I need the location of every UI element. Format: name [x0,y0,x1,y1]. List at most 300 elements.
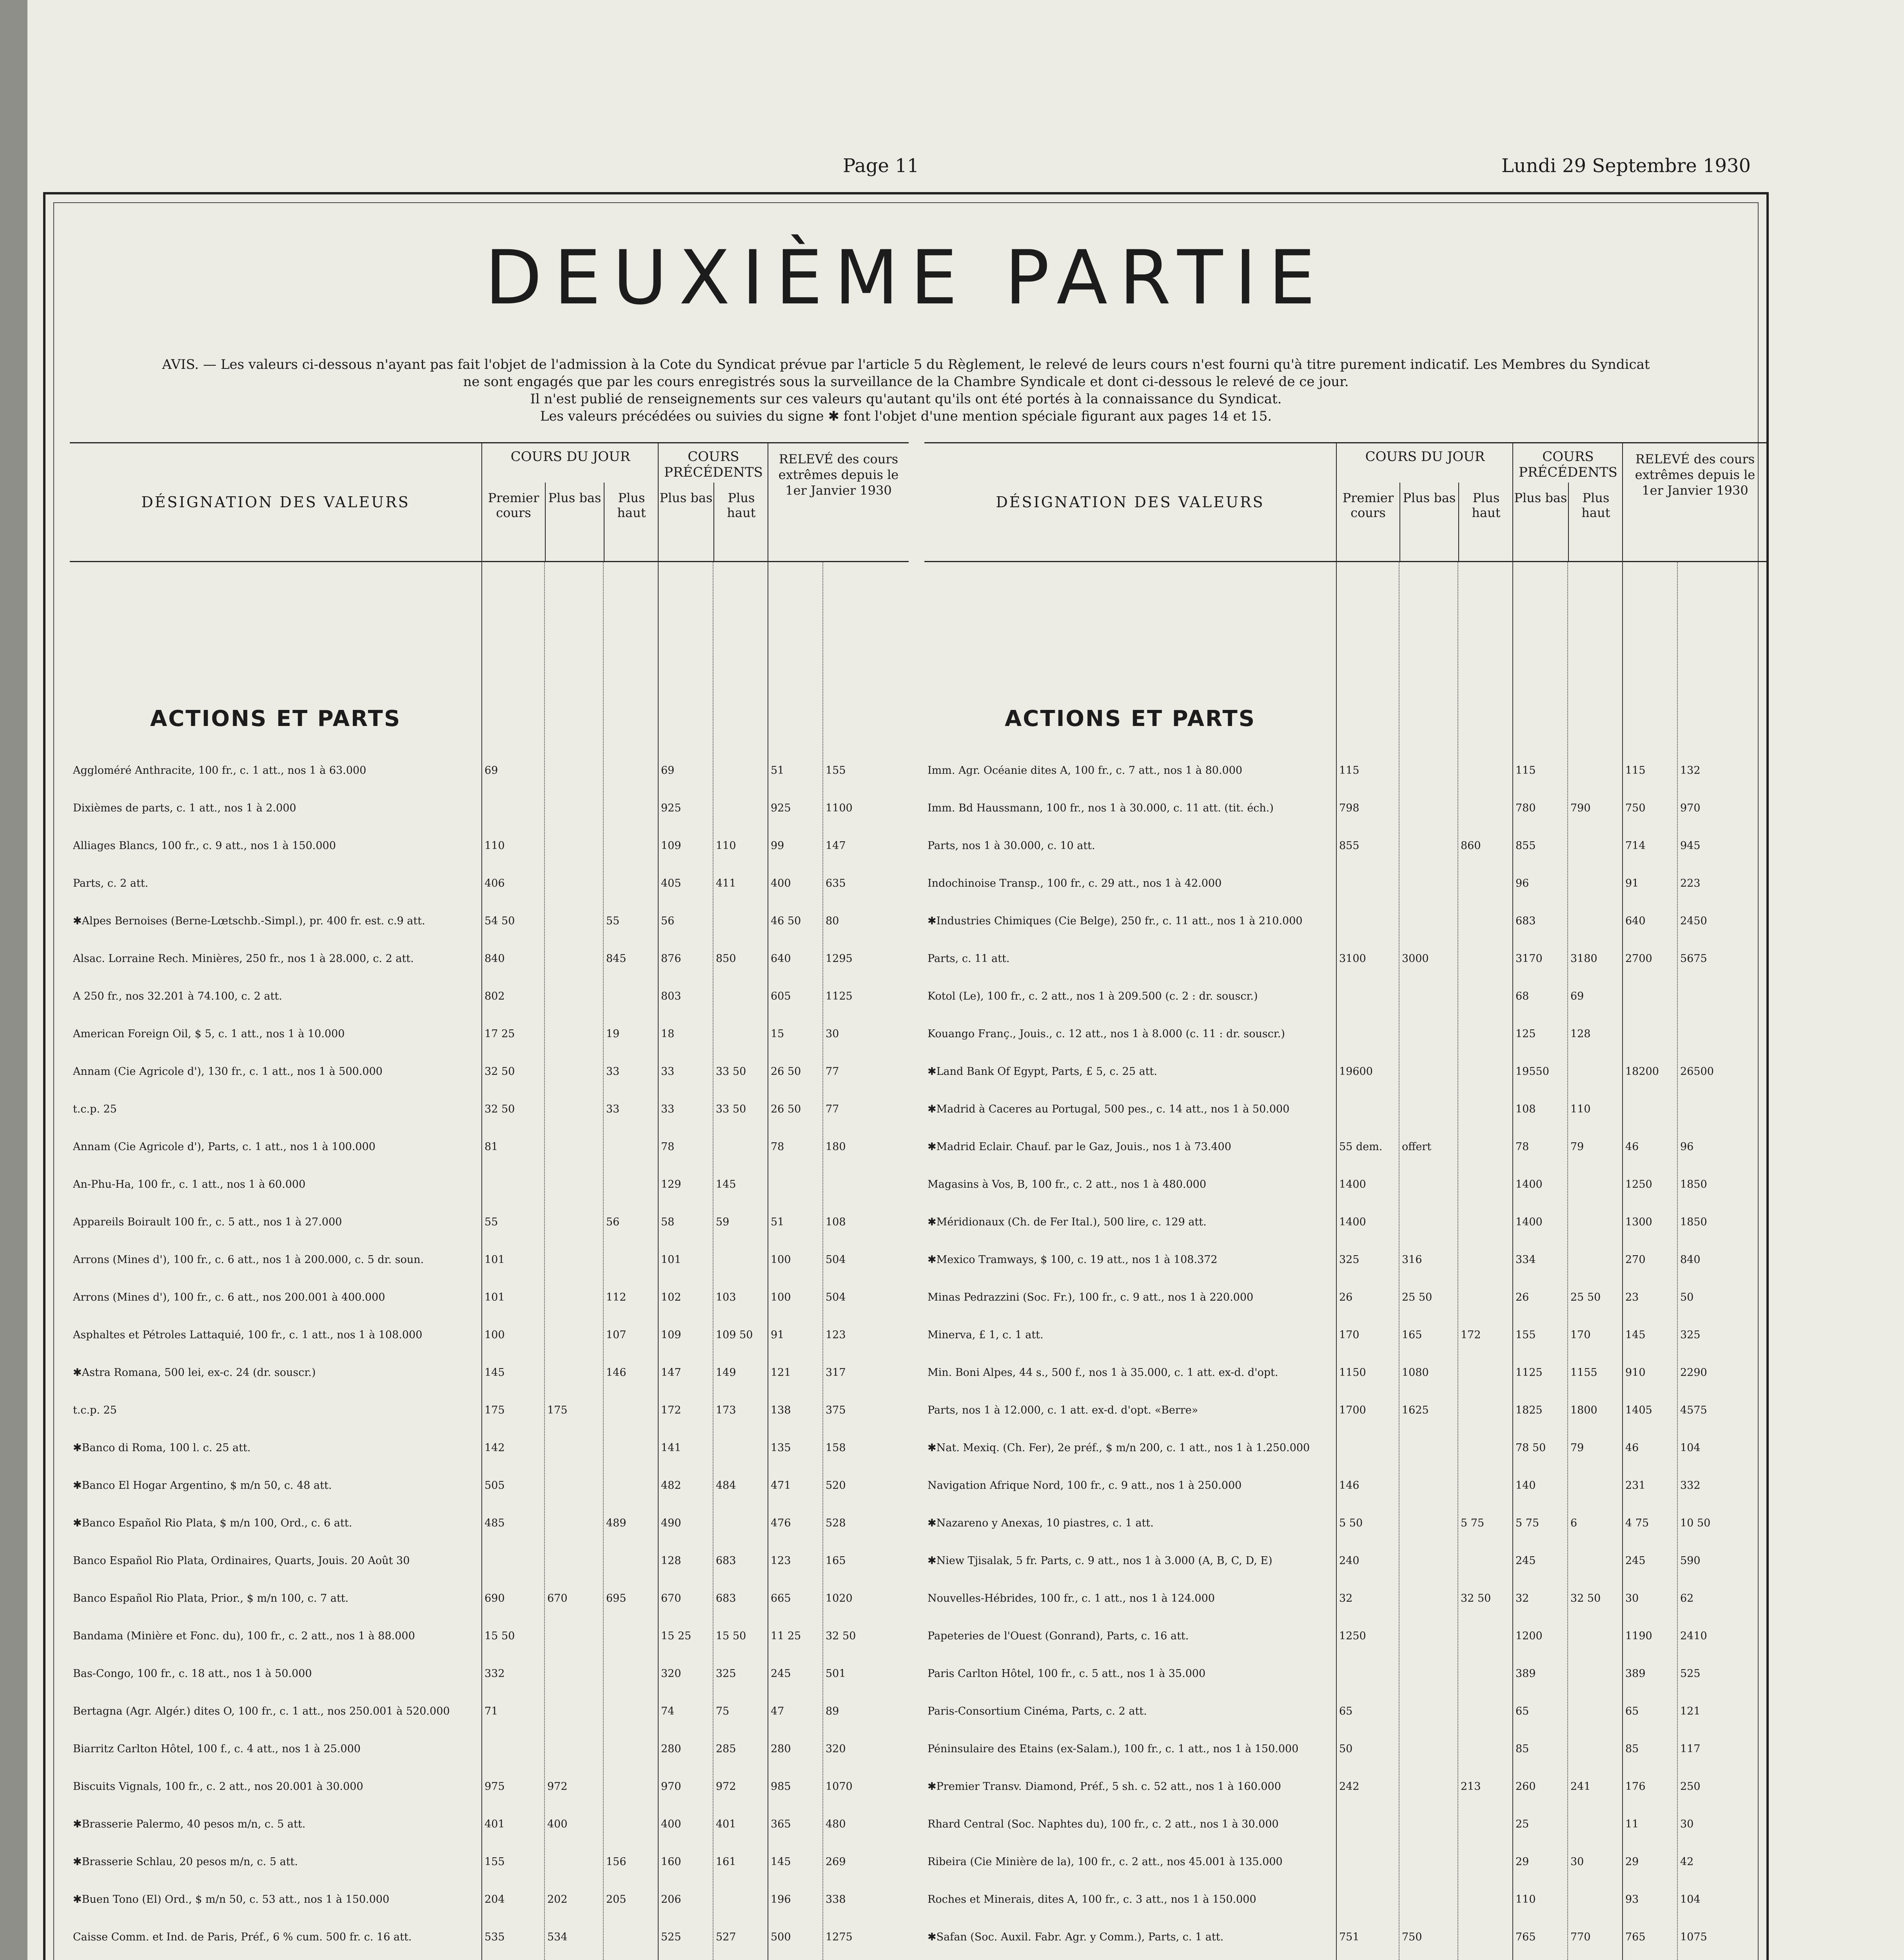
price-cell: 74 [661,1706,675,1717]
table-header [924,442,1767,562]
price-cell: 109 50 [716,1329,753,1341]
section-title: ACTIONS ET PARTS [1004,706,1256,731]
price-cell: 242 [1339,1781,1359,1793]
price-cell: 115 [1625,765,1646,777]
price-cell: 1155 [1570,1367,1597,1379]
issue-date: Lundi 29 Septembre 1930 [1501,155,1751,177]
price-cell: 101 [485,1292,505,1303]
security-name: ✱Banco di Roma, 100 l. c. 25 att. [73,1442,251,1454]
prev-plus-bas-header: Plus bas [1514,490,1567,505]
price-cell: 110 [485,840,505,852]
price-cell: 535 [485,1931,505,1943]
price-cell: 241 [1570,1781,1591,1793]
price-cell: 142 [485,1442,505,1454]
price-cell: 1250 [1625,1179,1652,1191]
page-number: Page 11 [843,155,919,177]
security-name: Roches et Minerais, dites A, 100 fr., c. 3 att., nos 1 à 150.000 [927,1894,1256,1906]
designation-header: DÉSIGNATION DES VALEURS [996,494,1265,511]
security-name: ✱Madrid à Caceres au Portugal, 500 pes., c. 14 att., nos 1 à 50.000 [927,1103,1290,1115]
security-name: ✱Premier Transv. Diamond, Préf., 5 sh. c. 52 att., nos 1 à 160.000 [927,1781,1281,1793]
price-cell: 204 [485,1894,505,1906]
security-name: ✱Alpes Bernoises (Berne-Lœtschb.-Simpl.), pr. 400 fr. est. c.9 att. [73,915,425,927]
price-cell: 138 [771,1405,791,1416]
security-name: Ribeira (Cie Minière de la), 100 fr., c. 2 att., nos 45.001 à 135.000 [927,1856,1283,1868]
price-cell: 135 [771,1442,791,1454]
security-name: Navigation Afrique Nord, 100 fr., c. 9 att., nos 1 à 250.000 [927,1480,1242,1492]
table-row [70,1216,909,1254]
security-name: Dixièmes de parts, c. 1 att., nos 1 à 2.000 [73,802,296,814]
price-cell: 925 [771,802,791,814]
security-name: ✱Méridionaux (Ch. de Fer Ital.), 500 lire, c. 129 att. [927,1216,1207,1228]
price-cell: 401 [716,1818,736,1830]
price-cell: 33 [661,1066,675,1078]
price-cell: 750 [1625,802,1646,814]
table-row [70,802,909,840]
security-name: ✱Land Bank Of Egypt, Parts, £ 5, c. 25 att. [927,1066,1157,1078]
price-cell: 23 [1625,1292,1639,1303]
price-cell: 26 50 [771,1103,801,1115]
price-cell: 1020 [826,1593,853,1604]
price-cell: 79 [1570,1141,1584,1153]
price-cell: 525 [1680,1668,1701,1680]
table-row [924,802,1767,840]
price-cell: 1400 [1339,1216,1366,1228]
price-cell: 46 50 [771,915,801,927]
table-body [924,561,1767,1960]
notice-line: AVIS. — Les valeurs ci-dessous n'ayant pas fait l'objet de l'admission à la Cote du Syndicat prévue par l'article 5 du Règlement, le relevé de leurs cours n'est fourni qu'à titre purement indicatif. Les Membres du Syndicat [162,357,1650,372]
cours-du-jour-label: COURS DU JOUR [510,449,630,465]
price-cell: 30 [1625,1593,1639,1604]
security-name: ✱Nat. Mexiq. (Ch. Fer), 2e préf., $ m/n 200, c. 1 att., nos 1 à 1.250.000 [927,1442,1310,1454]
price-cell: 670 [547,1593,568,1604]
price-cell: 109 [661,840,681,852]
price-cell: 25 50 [1570,1292,1601,1303]
price-cell: 69 [661,765,675,777]
price-cell: 58 [661,1216,675,1228]
price-cell: 33 [661,1103,675,1115]
price-cell: 1080 [1402,1367,1429,1379]
price-cell: 115 [1339,765,1359,777]
price-cell: 145 [1625,1329,1646,1341]
price-cell: 141 [661,1442,681,1454]
security-name: ✱Brasserie Schlau, 20 pesos m/n, c. 5 att. [73,1856,298,1868]
price-cell: 325 [716,1668,736,1680]
price-cell: 69 [1570,991,1584,1002]
price-cell: 26 [1339,1292,1353,1303]
security-name: Caisse Comm. et Ind. de Paris, Préf., 6 % cum. 500 fr. c. 16 att. [73,1931,412,1943]
price-cell: 89 [826,1706,839,1717]
table-row [924,840,1767,878]
plus-bas-header: Plus bas [1399,483,1458,561]
price-cell: 32 50 [485,1066,515,1078]
price-cell: offert [1402,1141,1432,1153]
security-name: ✱Astra Romana, 500 lei, ex-c. 24 (dr. souscr.) [73,1367,316,1379]
price-cell: 5675 [1680,953,1707,965]
price-cell: 635 [826,878,846,889]
price-cell: 320 [826,1743,846,1755]
price-cell: 59 [716,1216,730,1228]
security-name: t.c.p. 25 [73,1405,117,1416]
table-row [70,1818,909,1856]
table-row [70,1066,909,1103]
price-cell: 1700 [1339,1405,1366,1416]
table-row [924,1179,1767,1216]
price-cell: 4575 [1680,1405,1707,1416]
price-cell: 165 [826,1555,846,1567]
rows [924,765,1767,1960]
price-cell: 99 [771,840,784,852]
price-cell: 670 [661,1593,681,1604]
security-name: ✱Brasserie Palermo, 40 pesos m/n, c. 5 att. [73,1818,306,1830]
price-cell: 15 50 [485,1630,515,1642]
price-cell: 108 [1516,1103,1536,1115]
security-name: Bandama (Minière et Fonc. du), 100 fr., c. 2 att., nos 1 à 88.000 [73,1630,415,1642]
price-cell: 1275 [826,1931,853,1943]
table-row [70,878,909,915]
price-cell: 54 50 [485,915,515,927]
price-cell: 1250 [1339,1630,1366,1642]
security-name: Paris-Consortium Cinéma, Parts, c. 2 att. [927,1706,1147,1717]
cours-precedents-header [658,443,768,561]
price-cell: 170 [1339,1329,1359,1341]
price-cell: 605 [771,991,791,1002]
price-cell: 482 [661,1480,681,1492]
price-cell: 18 [661,1028,675,1040]
price-cell: 525 [661,1931,681,1943]
price-cell: 145 [771,1856,791,1868]
security-name: t.c.p. 25 [73,1103,117,1115]
price-cell: 400 [547,1818,568,1830]
price-cell: 245 [1625,1555,1646,1567]
price-cell: 803 [661,991,681,1002]
price-cell: 1125 [826,991,853,1002]
security-name: Papeteries de l'Ouest (Gonrand), Parts, c. 16 att. [927,1630,1189,1642]
price-cell: 1625 [1402,1405,1429,1416]
price-cell: 18200 [1625,1066,1659,1078]
price-cell: 202 [547,1894,568,1906]
price-cell: 970 [661,1781,681,1793]
price-cell: 505 [485,1480,505,1492]
price-cell: 690 [485,1593,505,1604]
price-cell: 3000 [1402,953,1429,965]
price-cell: 770 [1570,1931,1591,1943]
security-name: Asphaltes et Pétroles Lattaquié, 100 fr., c. 1 att., nos 1 à 108.000 [73,1329,423,1341]
price-cell: 2410 [1680,1630,1707,1642]
security-name: Alliages Blancs, 100 fr., c. 9 att., nos 1 à 150.000 [73,840,336,852]
price-cell: 5 75 [1516,1517,1539,1529]
price-cell: 30 [1680,1818,1694,1830]
price-cell: 338 [826,1894,846,1906]
table-row [70,1517,909,1555]
price-cell: 29 [1625,1856,1639,1868]
table-row [924,953,1767,991]
price-cell: 401 [485,1818,505,1830]
table-row [924,1818,1767,1856]
price-cell: 15 50 [716,1630,746,1642]
price-cell: 56 [661,915,675,927]
security-name: Indochinoise Transp., 100 fr., c. 29 att., nos 1 à 42.000 [927,878,1222,889]
price-cell: 110 [1516,1894,1536,1906]
price-cell: 334 [1516,1254,1536,1266]
cours-precedents-label: COURS PRÉCÉDENTS [664,449,763,480]
table-row [924,1517,1767,1555]
price-cell: 471 [771,1480,791,1492]
table-row [924,1292,1767,1329]
price-cell: 29 [1516,1856,1529,1868]
price-cell: 112 [606,1292,626,1303]
cours-du-jour-header [1336,443,1513,561]
table-body [70,561,909,1960]
price-cell: 140 [1516,1480,1536,1492]
price-cell: 1400 [1339,1179,1366,1191]
price-cell: 51 [771,1216,784,1228]
price-cell: 325 [1680,1329,1701,1341]
price-cell: 489 [606,1517,626,1529]
price-cell: 840 [485,953,505,965]
security-name: Parts, c. 11 att. [927,953,1010,965]
price-cell: 65 [1625,1706,1639,1717]
left-table [70,442,909,1960]
price-cell: 11 25 [771,1630,801,1642]
price-cell: 132 [1680,765,1701,777]
price-cell: 160 [661,1856,681,1868]
price-cell: 3180 [1570,953,1597,965]
price-cell: 280 [771,1743,791,1755]
price-cell: 32 [1339,1593,1353,1604]
price-cell: 155 [1516,1329,1536,1341]
price-cell: 798 [1339,802,1359,814]
security-name: Parts, c. 2 att. [73,878,149,889]
price-cell: 149 [716,1367,736,1379]
security-name: Parts, nos 1 à 30.000, c. 10 att. [927,840,1095,852]
table-row [70,915,909,953]
quotes-table [70,442,1755,1960]
prev-plus-bas-header: Plus bas [659,490,713,505]
price-cell: 855 [1516,840,1536,852]
price-cell: 213 [1461,1781,1481,1793]
price-cell: 1800 [1570,1405,1597,1416]
price-cell: 172 [661,1405,681,1416]
price-cell: 115 [1516,765,1536,777]
price-cell: 1150 [1339,1367,1366,1379]
price-cell: 972 [547,1781,568,1793]
notice [78,356,1734,425]
table-row [924,878,1767,915]
table-row [70,1630,909,1668]
price-cell: 484 [716,1480,736,1492]
table-row [70,1894,909,1931]
price-cell: 269 [826,1856,846,1868]
table-row [924,1668,1767,1706]
price-cell: 245 [771,1668,791,1680]
price-cell: 46 [1625,1141,1639,1153]
price-cell: 975 [485,1781,505,1793]
price-cell: 855 [1339,840,1359,852]
price-cell: 62 [1680,1593,1694,1604]
price-cell: 480 [826,1818,846,1830]
table-row [70,1743,909,1781]
security-name: Imm. Agr. Océanie dites A, 100 fr., c. 7 att., nos 1 à 80.000 [927,765,1243,777]
price-cell: 145 [716,1179,736,1191]
plus-bas-header: Plus bas [545,483,604,561]
price-cell: 33 50 [716,1103,746,1115]
price-cell: 406 [485,878,505,889]
price-cell: 170 [1570,1329,1591,1341]
security-name: Annam (Cie Agricole d'), Parts, c. 1 att., nos 1 à 100.000 [73,1141,376,1153]
security-name: ✱Niew Tjisalak, 5 fr. Parts, c. 9 att., nos 1 à 3.000 (A, B, C, D, E) [927,1555,1272,1567]
price-cell: 332 [485,1668,505,1680]
price-cell: 47 [771,1706,784,1717]
price-cell: 55 dem. [1339,1141,1383,1153]
price-cell: 46 [1625,1442,1639,1454]
price-cell: 26500 [1680,1066,1714,1078]
price-cell: 400 [771,878,791,889]
price-cell: 270 [1625,1254,1646,1266]
price-cell: 50 [1339,1743,1353,1755]
price-cell: 128 [661,1555,681,1567]
price-cell: 1100 [826,802,853,814]
price-cell: 103 [716,1292,736,1303]
price-cell: 50 [1680,1292,1694,1303]
table-row [924,1894,1767,1931]
prev-plus-haut-header: Plus haut [1568,483,1623,561]
price-cell: 1825 [1516,1405,1543,1416]
price-cell: 3170 [1516,953,1543,965]
security-name: Magasins à Vos, B, 100 fr., c. 2 att., nos 1 à 480.000 [927,1179,1206,1191]
price-cell: 19550 [1516,1066,1549,1078]
price-cell: 3100 [1339,953,1366,965]
table-row [924,1743,1767,1781]
price-cell: 101 [661,1254,681,1266]
price-cell: 147 [661,1367,681,1379]
price-cell: 93 [1625,1894,1639,1906]
price-cell: 123 [771,1555,791,1567]
security-name: ✱Madrid Eclair. Chauf. par le Gaz, Jouis., nos 1 à 73.400 [927,1141,1231,1153]
price-cell: 15 [771,1028,784,1040]
right-table [924,442,1767,1960]
price-cell: 665 [771,1593,791,1604]
table-row [70,1254,909,1292]
price-cell: 175 [485,1405,505,1416]
price-cell: 79 [1570,1442,1584,1454]
price-cell: 790 [1570,802,1591,814]
table-row [70,1856,909,1894]
price-cell: 65 [1339,1706,1353,1717]
table-row [70,1555,909,1593]
price-cell: 10 50 [1680,1517,1711,1529]
security-name: ✱Banco El Hogar Argentino, $ m/n 50, c. 48 att. [73,1480,332,1492]
table-row [924,991,1767,1028]
price-cell: 17 25 [485,1028,515,1040]
price-cell: 25 50 [1402,1292,1432,1303]
price-cell: 285 [716,1743,736,1755]
cours-precedents-header [1512,443,1623,561]
price-cell: 860 [1461,840,1481,852]
price-cell: 56 [606,1216,620,1228]
price-cell: 1075 [1680,1931,1707,1943]
price-cell: 11 [1625,1818,1639,1830]
price-cell: 528 [826,1517,846,1529]
table-row [70,1179,909,1216]
price-cell: 765 [1516,1931,1536,1943]
price-cell: 504 [826,1292,846,1303]
price-cell: 100 [771,1254,791,1266]
price-cell: 1405 [1625,1405,1652,1416]
security-name: Parts, nos 1 à 12.000, c. 1 att. ex-d. d'opt. «Berre» [927,1405,1198,1416]
price-cell: 280 [661,1743,681,1755]
price-cell: 123 [826,1329,846,1341]
premier-cours-header: Premier cours [1342,490,1394,520]
price-cell: 69 [485,765,498,777]
price-cell: 1400 [1516,1216,1543,1228]
table-row [924,1405,1767,1442]
price-cell: 102 [661,1292,681,1303]
price-cell: 985 [771,1781,791,1793]
price-cell: 117 [1680,1743,1701,1755]
table-row [924,765,1767,802]
price-cell: 78 [771,1141,784,1153]
security-name: ✱Banco Español Rio Plata, $ m/n 100, Ord., c. 6 att. [73,1517,352,1529]
price-cell: 750 [1402,1931,1422,1943]
price-cell: 30 [1570,1856,1584,1868]
price-cell: 317 [826,1367,846,1379]
price-cell: 128 [1570,1028,1591,1040]
price-cell: 223 [1680,878,1701,889]
price-cell: 260 [1516,1781,1536,1793]
rows [70,765,909,1960]
price-cell: 121 [771,1367,791,1379]
security-name: Kotol (Le), 100 fr., c. 2 att., nos 1 à 209.500 (c. 2 : dr. souscr.) [927,991,1258,1002]
price-cell: 109 [661,1329,681,1341]
table-row [70,991,909,1028]
security-name: ✱Nazareno y Anexas, 10 piastres, c. 1 att. [927,1517,1154,1529]
table-row [70,1141,909,1179]
price-cell: 91 [771,1329,784,1341]
price-cell: 33 [606,1066,620,1078]
notice-line: Les valeurs précédées ou suivies du signe ✱ font l'objet d'une mention spéciale figurant aux pages 14 et 15. [540,408,1272,424]
price-cell: 500 [771,1931,791,1943]
price-cell: 485 [485,1517,505,1529]
table-row [70,1367,909,1405]
table-row [924,1931,1767,1960]
price-cell: 68 [1516,991,1529,1002]
table-row [924,1254,1767,1292]
price-cell: 695 [606,1593,626,1604]
price-cell: 640 [771,953,791,965]
price-cell: 32 50 [826,1630,856,1642]
price-cell: 400 [661,1818,681,1830]
releve-header: RELEVÉ des cours extrêmes depuis le 1er Janvier 1930 [1622,443,1767,561]
price-cell: 4 75 [1625,1517,1649,1529]
price-cell: 161 [716,1856,736,1868]
table-row [924,1630,1767,1668]
security-name: ✱Buen Tono (El) Ord., $ m/n 50, c. 53 att., nos 1 à 150.000 [73,1894,390,1906]
section-title: ACTIONS ET PARTS [150,706,401,731]
table-row [70,840,909,878]
price-cell: 104 [1680,1442,1701,1454]
table-row [70,1931,909,1960]
notice-line: ne sont engagés que par les cours enregistrés sous la surveillance de la Chambre Syndicale et dont ci-dessous le relevé de ce jour. [463,374,1349,390]
price-cell: 26 [1516,1292,1529,1303]
price-cell: 80 [826,915,839,927]
notice-line: Il n'est publié de renseignements sur ces valeurs qu'autant qu'ils ont été portés à la connaissance du Syndicat. [530,391,1282,407]
table-row [924,1706,1767,1743]
table-row [924,915,1767,953]
price-cell: 196 [771,1894,791,1906]
price-cell: 176 [1625,1781,1646,1793]
price-cell: 375 [826,1405,846,1416]
section-heading: DEUXIÈME PARTIE [485,234,1327,321]
